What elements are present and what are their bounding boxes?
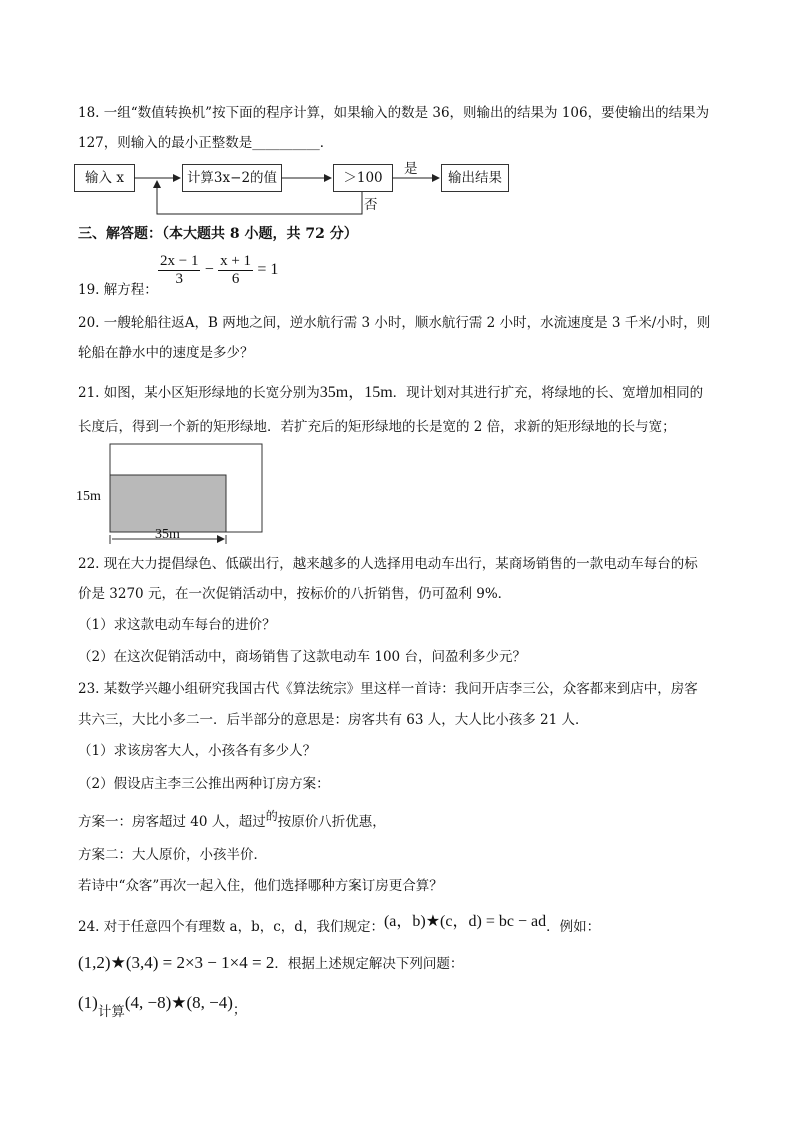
q20-line1: 20. 一艘轮船往返A，B 两地之间，逆水航行需 3 小时，顺水航行需 2 小时，水流速度是 3 千米/小时，则 [78,315,711,331]
q19-frac1-numerator: 2x − 1 [160,253,199,269]
green-space-rectangle [110,475,226,532]
q21-line2: 长度后，得到一个新的矩形绿地．若扩充后的矩形绿地的长是宽的 2 倍，求新的矩形绿地的长与宽； [78,419,676,435]
q19-label: 19. 解方程： [78,282,158,298]
q23-plan1-b: 按原价八折优惠， [277,814,386,830]
q19-equation [158,253,278,288]
flow-output-box: 输出结果 [441,164,509,192]
q22-sub1: （1）求这款电动车每台的进价？ [78,617,276,633]
q21-line1-a: 21. 如图，某小区矩形绿地的长宽分别为 [78,385,320,401]
q21-width-label: 15m [76,489,101,504]
q24-sub1-expression: (4, −8)★(8, −4) [124,993,233,1012]
q24-line1-b: ．例如： [546,919,601,935]
q19-frac1-denominator: 3 [175,271,183,287]
q19-frac2-numerator: x + 1 [220,253,252,269]
q18-line2: 127，则输入的最小正整数是__________． [78,135,334,151]
q21-line1-b: ．现计划对其进行扩充，将绿地的长、宽增加相同的 [392,385,704,401]
q19-fraction-1 [158,253,200,288]
flow-yes-label: 是 [404,161,418,177]
q19-frac2-denominator: 6 [231,271,240,287]
q18-line1: 18. 一组“数值转换机”按下面的程序计算，如果输入的数是 36，则输出的结果为 106，要使输出的结果为 [78,105,710,121]
flow-compute-box: 计算3x−2的值 [182,164,282,192]
q24-example: (1,2)★(3,4) = 2×3 − 1×4 = 2 [78,953,275,972]
q23-plan2: 方案二：大人原价，小孩半价． [78,847,267,863]
q22-sub2: （2）在这次促销活动中，商场销售了这款电动车 100 台，问盈利多少元？ [78,649,526,665]
q23-plan1 [78,809,386,831]
q23-sub2: （2）假设店主李三公推出两种订房方案： [78,776,330,792]
q23-question: 若诗中“众客”再次一起入住，他们选择哪种方案订房更合算？ [78,878,443,894]
q22-line2: 价是 3270 元，在一次促销活动中，按标价的八折销售，仍可盈利 9%． [78,586,512,602]
q24-sub1-number: (1) [78,993,98,1012]
q19-minus: − [204,261,214,278]
q24-line1 [78,913,601,936]
q22-line1: 22. 现在大力提倡绿色、低碳出行，越来越多的人选择用电动车出行，某商场销售的一款电动车每台的标 [78,556,698,572]
q24-line2 [78,954,463,973]
q23-plan1-de: 的 [265,809,278,823]
q23-plan1-a: 方案一：房客超过 40 人，超过 [78,814,266,830]
flow-no-label: 否 [364,197,378,213]
q20-line2: 轮船在静水中的速度是多少？ [78,345,254,361]
q24-line3 [78,993,247,1020]
q21-line1 [78,384,703,402]
q21-length-label: 35m [155,527,180,542]
q23-line2: 共六三，大比小多二一．后半部分的意思是：房客共有 63 人，大人比小孩多 21 人． [78,712,589,728]
flow-compare-box: ＞100 [333,164,393,192]
section-heading: 三、解答题：（本大题共 8 小题，共 72 分） [78,226,358,242]
q23-sub1: （1）求该房客大人，小孩各有多少人？ [78,743,317,759]
q24-line2-b: ．根据上述规定解决下列问题： [274,956,464,972]
q19-fraction-2 [218,253,253,288]
q24-definition: (a，b)★(c，d) = bc − ad [383,913,547,930]
q24-line1-a: 24. 对于任意四个有理数 a，b，c，d，我们规定： [78,919,384,935]
q23-line1: 23. 某数学兴趣小组研究我国古代《算法统宗》里这样一首诗：我问开店李三公，众客都来到店中，房客 [78,681,698,697]
q24-sub1-end: ； [232,1002,247,1018]
q24-sub1-label: 计算 [97,1004,125,1020]
flow-input-box: 输入 x [74,164,135,192]
flow-arrows [0,0,794,230]
q19-rhs: = 1 [257,261,279,278]
q21-dimensions: 35m，15m [319,384,393,401]
